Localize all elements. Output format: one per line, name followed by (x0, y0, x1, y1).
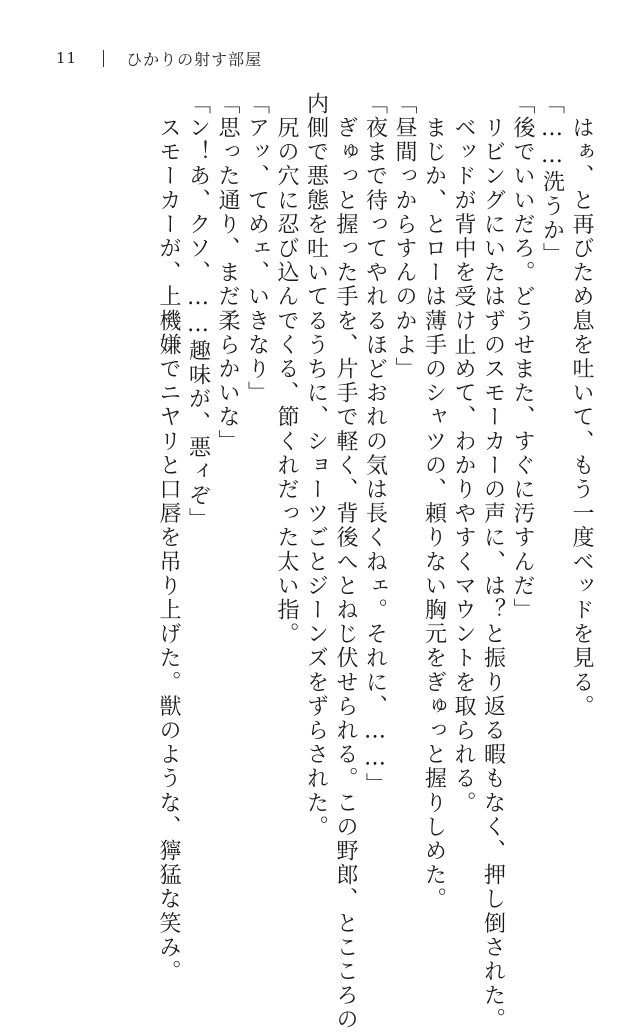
running-header (56, 46, 262, 70)
text-line: はぁ、と再びため息を吐いて、もう一度ベッドを見る。 (569, 92, 594, 719)
text-line: ぎゅっと握った手を、片手で軽く、背後へとねじ伏せられる。この野郎、とこころの (333, 92, 358, 1032)
text-line: ベッドが背中を受け止めて、わかりやすくマウントを取られる。 (451, 92, 476, 815)
header-divider (103, 50, 104, 67)
text-line: まじか、とローは薄手のシャツの、頼りない胸元をぎゅっと握りしめた。 (421, 92, 447, 912)
chapter-title: ひかりの射す部屋 (126, 49, 263, 69)
page-number: 11 (56, 49, 78, 67)
text-line: 尻の穴に忍び込んでくる、節くれだった太い指。 (274, 92, 299, 647)
text-line: リビングにいたはずのスモーカーの声に、は？と振り返る暇もなく、押し倒された。 (480, 92, 506, 1032)
text-line: 「思った通り、まだ柔らかいな」 (215, 92, 240, 454)
text-line: 内側で悪態を吐いてるうちに、ショーツごとジーンズをずらされた。 (303, 92, 329, 840)
text-line: 「後でいいだろ。どうせまた、すぐに汚すんだ」 (510, 92, 535, 623)
text-line: スモーカーが、上機嫌でニヤリと口唇を吊り上げた。獣のような、獰猛な笑み。 (156, 92, 181, 984)
text-line: 「夜まで待ってやれるほどおれの気は長くねェ。それに、……」 (362, 92, 388, 797)
vertical-text-body (36, 92, 596, 1032)
text-line: 「……洗うか」 (539, 92, 565, 267)
text-line: 「昼間っからすんのかよ」 (392, 92, 417, 382)
text-line: 「アッ、てめェ、いきなり」 (244, 92, 270, 406)
text-line: 「ン！あ、クソ、……趣味が、悪ィぞ」 (185, 92, 211, 532)
